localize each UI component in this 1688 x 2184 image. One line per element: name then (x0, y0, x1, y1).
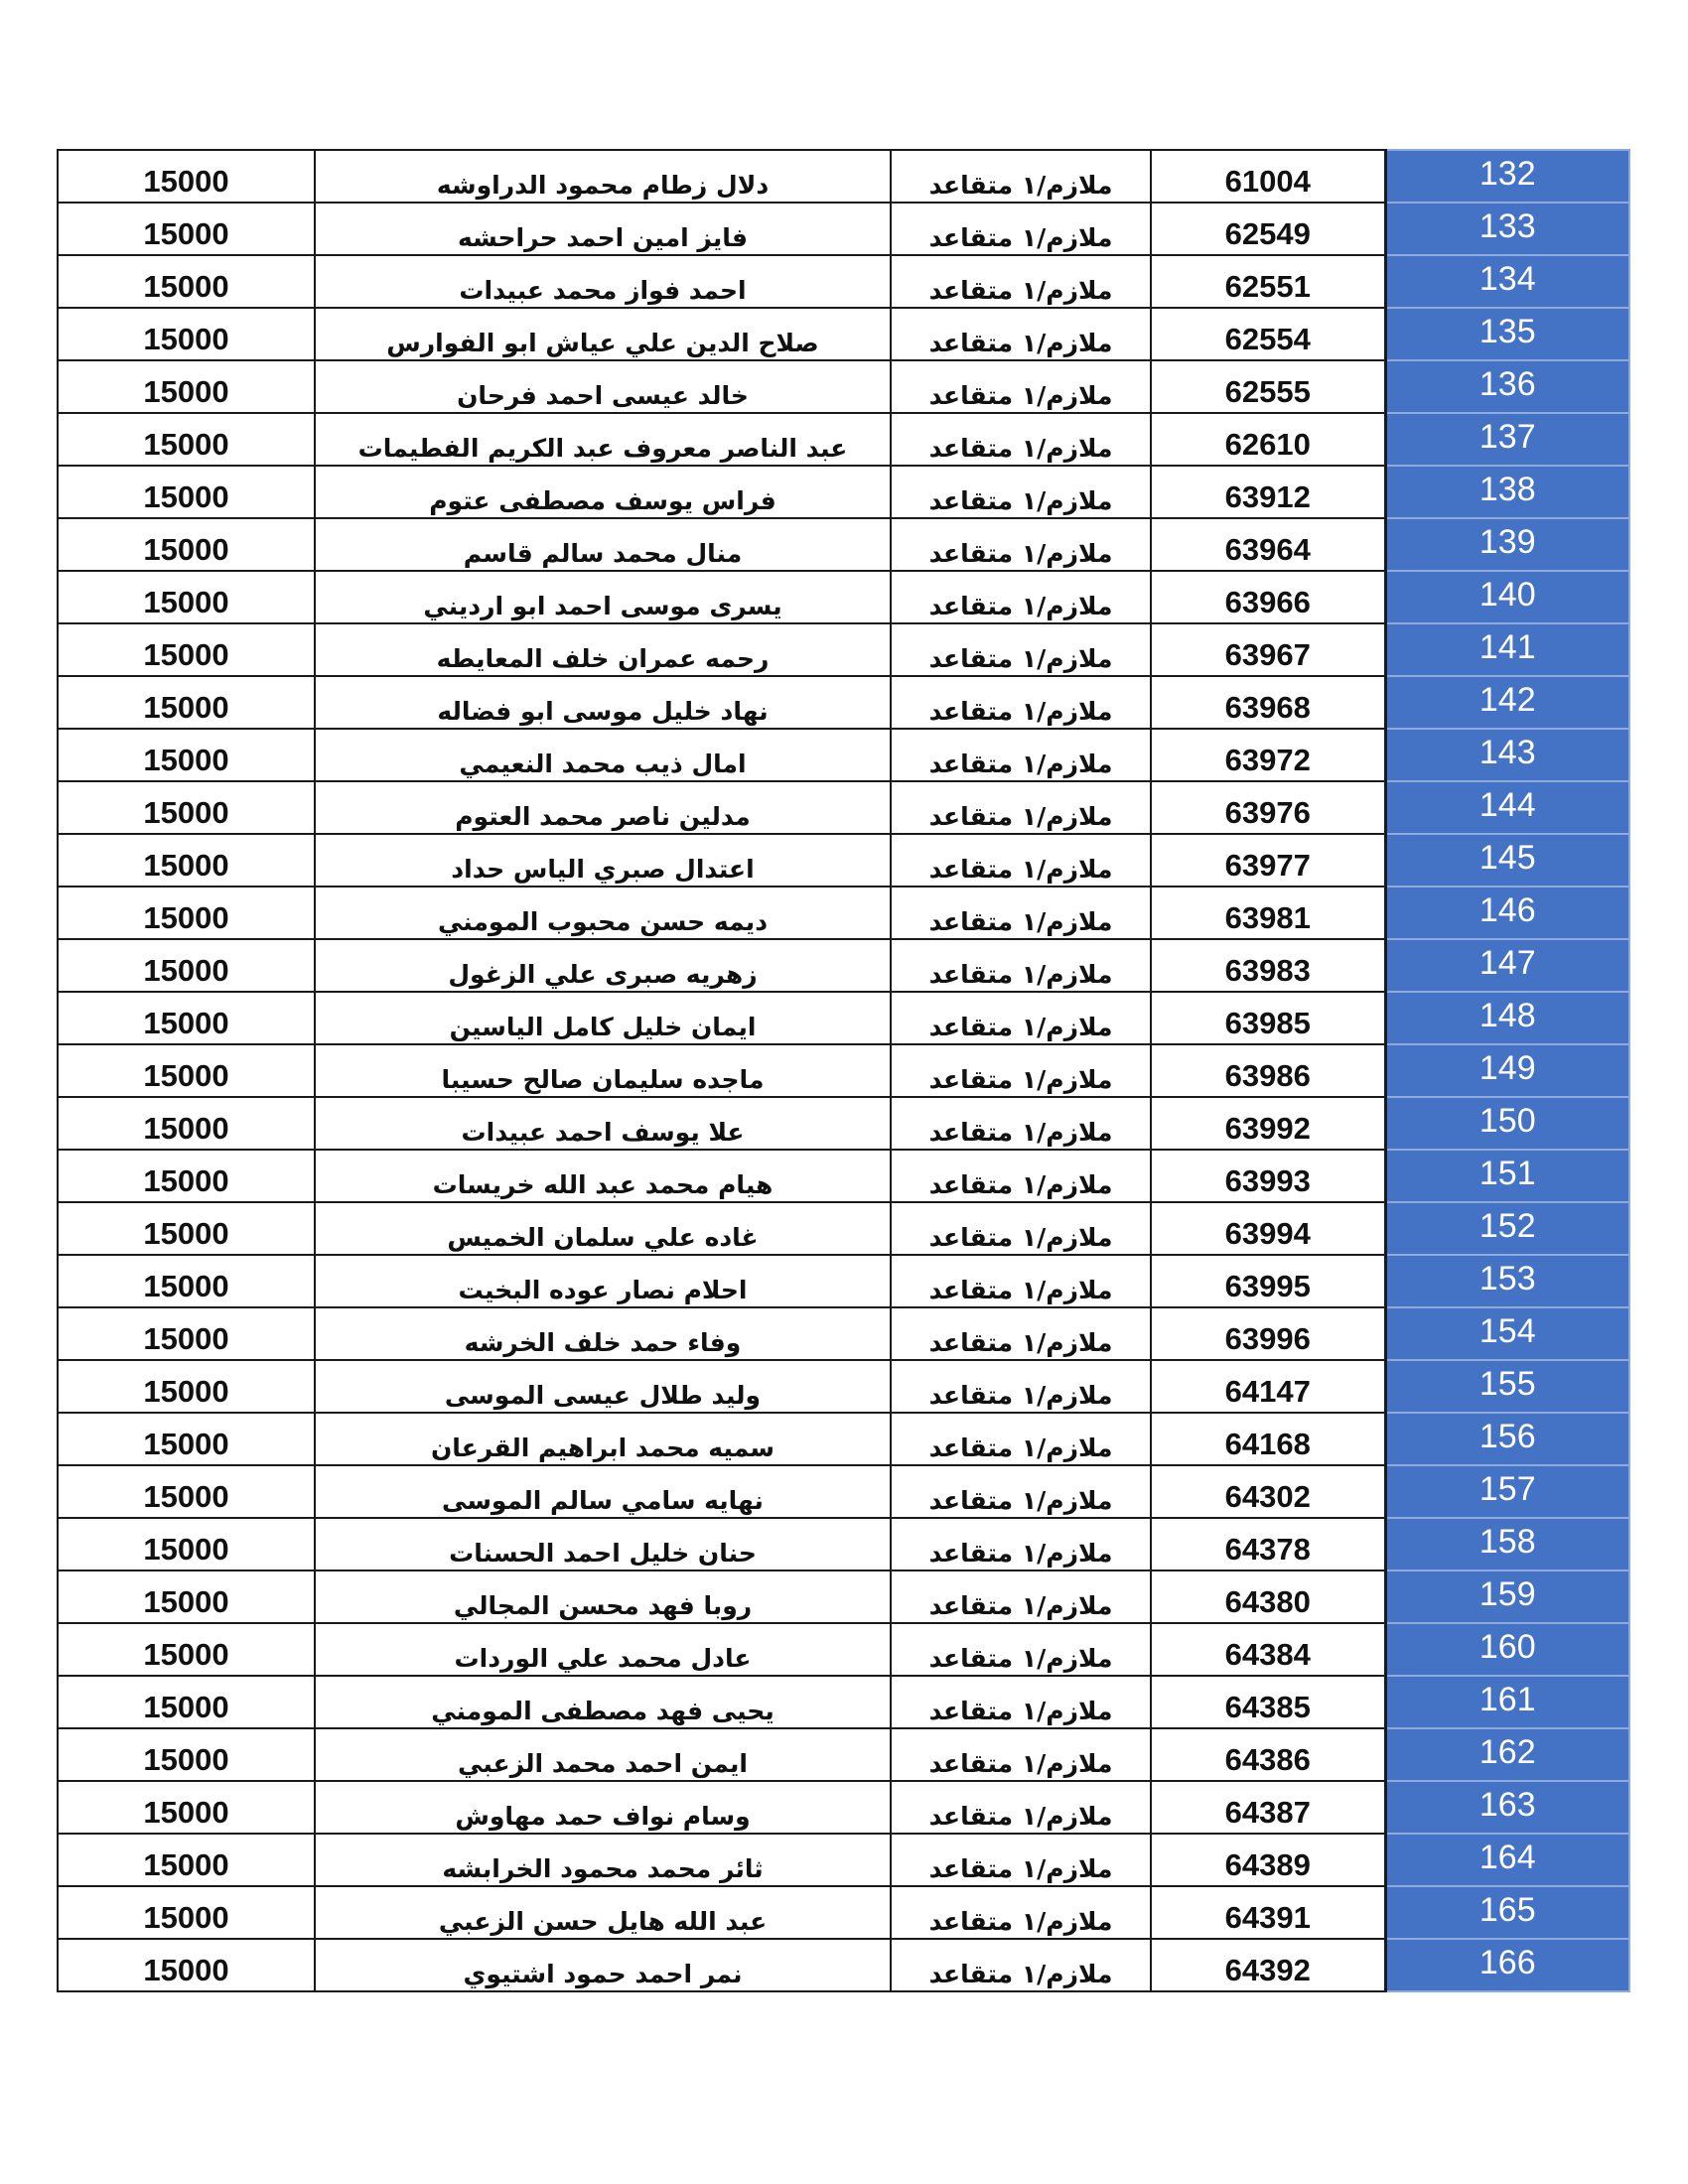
amount-cell: 15000 (58, 781, 315, 834)
rank-cell: ملازم/١ متقاعد (891, 939, 1151, 992)
rank-cell: ملازم/١ متقاعد (891, 518, 1151, 571)
table-row (58, 1886, 1629, 1939)
table-row (58, 1834, 1629, 1886)
id-number-cell: 63976 (1151, 781, 1385, 834)
id-number-cell: 63996 (1151, 1307, 1385, 1360)
sequence-number-cell: 148 (1385, 992, 1629, 1044)
id-number-cell: 61004 (1151, 150, 1385, 203)
table-row (58, 1413, 1629, 1465)
name-cell: امال ذيب محمد النعيمي (315, 729, 891, 781)
sequence-number-cell: 165 (1385, 1886, 1629, 1939)
name-cell: رحمه عمران خلف المعايطه (315, 623, 891, 676)
rank-cell: ملازم/١ متقاعد (891, 150, 1151, 203)
name-cell: زهريه صبرى علي الزغول (315, 939, 891, 992)
sequence-number-cell: 135 (1385, 308, 1629, 360)
amount-cell: 15000 (58, 1886, 315, 1939)
name-cell: يسرى موسى احمد ابو ارديني (315, 571, 891, 623)
sequence-number-cell: 146 (1385, 887, 1629, 939)
name-cell: وسام نواف حمد مهاوش (315, 1781, 891, 1834)
sequence-number-cell: 158 (1385, 1518, 1629, 1570)
sequence-number-cell: 155 (1385, 1360, 1629, 1413)
id-number-cell: 63967 (1151, 623, 1385, 676)
name-cell: وفاء حمد خلف الخرشه (315, 1307, 891, 1360)
table-row (58, 1676, 1629, 1728)
amount-cell: 15000 (58, 834, 315, 887)
id-number-cell: 64384 (1151, 1623, 1385, 1676)
amount-cell: 15000 (58, 623, 315, 676)
amount-cell: 15000 (58, 1413, 315, 1465)
amount-cell: 15000 (58, 255, 315, 308)
sequence-number-cell: 145 (1385, 834, 1629, 887)
rank-cell: ملازم/١ متقاعد (891, 308, 1151, 360)
table-row (58, 939, 1629, 992)
amount-cell: 15000 (58, 1202, 315, 1255)
rank-cell: ملازم/١ متقاعد (891, 1570, 1151, 1623)
table-row (58, 781, 1629, 834)
id-number-cell: 63977 (1151, 834, 1385, 887)
amount-cell: 15000 (58, 1676, 315, 1728)
id-number-cell: 62555 (1151, 360, 1385, 413)
table-row (58, 518, 1629, 571)
table-row (58, 1202, 1629, 1255)
table-row (58, 887, 1629, 939)
amount-cell: 15000 (58, 571, 315, 623)
name-cell: روبا فهد محسن المجالي (315, 1570, 891, 1623)
id-number-cell: 63912 (1151, 466, 1385, 518)
amount-cell: 15000 (58, 203, 315, 255)
rank-cell: ملازم/١ متقاعد (891, 1518, 1151, 1570)
name-cell: وليد طلال عيسى الموسى (315, 1360, 891, 1413)
amount-cell: 15000 (58, 1150, 315, 1202)
name-cell: عبد الناصر معروف عبد الكريم الفطيمات (315, 413, 891, 466)
sequence-number-cell: 166 (1385, 1939, 1629, 1991)
id-number-cell: 64168 (1151, 1413, 1385, 1465)
id-number-cell: 63995 (1151, 1255, 1385, 1307)
rank-cell: ملازم/١ متقاعد (891, 834, 1151, 887)
name-cell: نمر احمد حمود اشتيوي (315, 1939, 891, 1991)
table-row (58, 1044, 1629, 1097)
table-row (58, 466, 1629, 518)
table-row (58, 623, 1629, 676)
sequence-number-cell: 137 (1385, 413, 1629, 466)
table-row (58, 1465, 1629, 1518)
amount-cell: 15000 (58, 1570, 315, 1623)
rank-cell: ملازم/١ متقاعد (891, 1834, 1151, 1886)
rank-cell: ملازم/١ متقاعد (891, 1939, 1151, 1991)
name-cell: سميه محمد ابراهيم القرعان (315, 1413, 891, 1465)
rank-cell: ملازم/١ متقاعد (891, 623, 1151, 676)
sequence-number-cell: 152 (1385, 1202, 1629, 1255)
amount-cell: 15000 (58, 1465, 315, 1518)
sequence-number-cell: 138 (1385, 466, 1629, 518)
table-row (58, 571, 1629, 623)
name-cell: احلام نصار عوده البخيت (315, 1255, 891, 1307)
rank-cell: ملازم/١ متقاعد (891, 1044, 1151, 1097)
name-cell: ايمن احمد محمد الزعبي (315, 1728, 891, 1781)
name-cell: صلاح الدين علي عياش ابو الفوارس (315, 308, 891, 360)
rank-cell: ملازم/١ متقاعد (891, 729, 1151, 781)
table-row (58, 360, 1629, 413)
id-number-cell: 63993 (1151, 1150, 1385, 1202)
name-cell: يحيى فهد مصطفى المومني (315, 1676, 891, 1728)
name-cell: منال محمد سالم قاسم (315, 518, 891, 571)
id-number-cell: 63981 (1151, 887, 1385, 939)
sequence-number-cell: 142 (1385, 676, 1629, 729)
roster-table-body (58, 150, 1629, 1991)
rank-cell: ملازم/١ متقاعد (891, 255, 1151, 308)
roster-table (57, 149, 1630, 1992)
rank-cell: ملازم/١ متقاعد (891, 1413, 1151, 1465)
name-cell: احمد فواز محمد عبيدات (315, 255, 891, 308)
sequence-number-cell: 140 (1385, 571, 1629, 623)
name-cell: غاده علي سلمان الخميس (315, 1202, 891, 1255)
table-row (58, 1097, 1629, 1150)
table-row (58, 1781, 1629, 1834)
amount-cell: 15000 (58, 1097, 315, 1150)
rank-cell: ملازم/١ متقاعد (891, 1465, 1151, 1518)
table-row (58, 1255, 1629, 1307)
name-cell: نهاد خليل موسى ابو فضاله (315, 676, 891, 729)
sequence-number-cell: 134 (1385, 255, 1629, 308)
amount-cell: 15000 (58, 413, 315, 466)
id-number-cell: 64392 (1151, 1939, 1385, 1991)
sequence-number-cell: 161 (1385, 1676, 1629, 1728)
id-number-cell: 62610 (1151, 413, 1385, 466)
rank-cell: ملازم/١ متقاعد (891, 360, 1151, 413)
name-cell: عادل محمد علي الوردات (315, 1623, 891, 1676)
name-cell: اعتدال صبري الياس حداد (315, 834, 891, 887)
rank-cell: ملازم/١ متقاعد (891, 1307, 1151, 1360)
rank-cell: ملازم/١ متقاعد (891, 1202, 1151, 1255)
amount-cell: 15000 (58, 1255, 315, 1307)
amount-cell: 15000 (58, 887, 315, 939)
table-row (58, 203, 1629, 255)
id-number-cell: 64380 (1151, 1570, 1385, 1623)
amount-cell: 15000 (58, 729, 315, 781)
amount-cell: 15000 (58, 308, 315, 360)
table-row (58, 992, 1629, 1044)
table-row (58, 1518, 1629, 1570)
rank-cell: ملازم/١ متقاعد (891, 1150, 1151, 1202)
amount-cell: 15000 (58, 1044, 315, 1097)
id-number-cell: 62551 (1151, 255, 1385, 308)
name-cell: علا يوسف احمد عبيدات (315, 1097, 891, 1150)
sequence-number-cell: 153 (1385, 1255, 1629, 1307)
amount-cell: 15000 (58, 1623, 315, 1676)
id-number-cell: 64389 (1151, 1834, 1385, 1886)
id-number-cell: 63964 (1151, 518, 1385, 571)
sequence-number-cell: 150 (1385, 1097, 1629, 1150)
rank-cell: ملازم/١ متقاعد (891, 1886, 1151, 1939)
rank-cell: ملازم/١ متقاعد (891, 1623, 1151, 1676)
table-row (58, 255, 1629, 308)
id-number-cell: 64385 (1151, 1676, 1385, 1728)
id-number-cell: 63986 (1151, 1044, 1385, 1097)
table-row (58, 729, 1629, 781)
name-cell: نهايه سامي سالم الموسى (315, 1465, 891, 1518)
name-cell: هيام محمد عبد الله خريسات (315, 1150, 891, 1202)
amount-cell: 15000 (58, 1939, 315, 1991)
table-row (58, 413, 1629, 466)
rank-cell: ملازم/١ متقاعد (891, 1676, 1151, 1728)
table-row (58, 676, 1629, 729)
id-number-cell: 63966 (1151, 571, 1385, 623)
amount-cell: 15000 (58, 1307, 315, 1360)
name-cell: ايمان خليل كامل الياسين (315, 992, 891, 1044)
id-number-cell: 64147 (1151, 1360, 1385, 1413)
sequence-number-cell: 164 (1385, 1834, 1629, 1886)
rank-cell: ملازم/١ متقاعد (891, 992, 1151, 1044)
id-number-cell: 64387 (1151, 1781, 1385, 1834)
sequence-number-cell: 143 (1385, 729, 1629, 781)
table-row (58, 834, 1629, 887)
amount-cell: 15000 (58, 939, 315, 992)
sequence-number-cell: 154 (1385, 1307, 1629, 1360)
table-row (58, 1939, 1629, 1991)
rank-cell: ملازم/١ متقاعد (891, 571, 1151, 623)
sequence-number-cell: 159 (1385, 1570, 1629, 1623)
id-number-cell: 62549 (1151, 203, 1385, 255)
rank-cell: ملازم/١ متقاعد (891, 1097, 1151, 1150)
amount-cell: 15000 (58, 676, 315, 729)
sequence-number-cell: 163 (1385, 1781, 1629, 1834)
name-cell: عبد الله هايل حسن الزعبي (315, 1886, 891, 1939)
name-cell: ثائر محمد محمود الخرابشه (315, 1834, 891, 1886)
amount-cell: 15000 (58, 360, 315, 413)
id-number-cell: 64378 (1151, 1518, 1385, 1570)
id-number-cell: 64391 (1151, 1886, 1385, 1939)
table-row (58, 1728, 1629, 1781)
id-number-cell: 64386 (1151, 1728, 1385, 1781)
sequence-number-cell: 133 (1385, 203, 1629, 255)
amount-cell: 15000 (58, 1360, 315, 1413)
rank-cell: ملازم/١ متقاعد (891, 1255, 1151, 1307)
sequence-number-cell: 162 (1385, 1728, 1629, 1781)
id-number-cell: 63992 (1151, 1097, 1385, 1150)
sequence-number-cell: 136 (1385, 360, 1629, 413)
sequence-number-cell: 149 (1385, 1044, 1629, 1097)
sequence-number-cell: 144 (1385, 781, 1629, 834)
table-row (58, 1150, 1629, 1202)
table-row (58, 1360, 1629, 1413)
name-cell: دلال زطام محمود الدراوشه (315, 150, 891, 203)
id-number-cell: 63985 (1151, 992, 1385, 1044)
roster-table-container (57, 149, 1628, 1992)
id-number-cell: 63983 (1151, 939, 1385, 992)
amount-cell: 15000 (58, 992, 315, 1044)
name-cell: ماجده سليمان صالح حسيبا (315, 1044, 891, 1097)
amount-cell: 15000 (58, 466, 315, 518)
table-row (58, 150, 1629, 203)
name-cell: فراس يوسف مصطفى عتوم (315, 466, 891, 518)
table-row (58, 1623, 1629, 1676)
table-row (58, 1307, 1629, 1360)
amount-cell: 15000 (58, 518, 315, 571)
sequence-number-cell: 132 (1385, 150, 1629, 203)
rank-cell: ملازم/١ متقاعد (891, 781, 1151, 834)
amount-cell: 15000 (58, 1518, 315, 1570)
id-number-cell: 64302 (1151, 1465, 1385, 1518)
sequence-number-cell: 147 (1385, 939, 1629, 992)
amount-cell: 15000 (58, 1781, 315, 1834)
sequence-number-cell: 151 (1385, 1150, 1629, 1202)
rank-cell: ملازم/١ متقاعد (891, 1781, 1151, 1834)
sequence-number-cell: 156 (1385, 1413, 1629, 1465)
rank-cell: ملازم/١ متقاعد (891, 466, 1151, 518)
rank-cell: ملازم/١ متقاعد (891, 1728, 1151, 1781)
table-row (58, 1570, 1629, 1623)
name-cell: حنان خليل احمد الحسنات (315, 1518, 891, 1570)
name-cell: مدلين ناصر محمد العتوم (315, 781, 891, 834)
sequence-number-cell: 157 (1385, 1465, 1629, 1518)
sequence-number-cell: 139 (1385, 518, 1629, 571)
amount-cell: 15000 (58, 150, 315, 203)
rank-cell: ملازم/١ متقاعد (891, 203, 1151, 255)
sequence-number-cell: 160 (1385, 1623, 1629, 1676)
rank-cell: ملازم/١ متقاعد (891, 1360, 1151, 1413)
amount-cell: 15000 (58, 1728, 315, 1781)
id-number-cell: 63972 (1151, 729, 1385, 781)
table-row (58, 308, 1629, 360)
id-number-cell: 63994 (1151, 1202, 1385, 1255)
rank-cell: ملازم/١ متقاعد (891, 676, 1151, 729)
name-cell: فايز امين احمد حراحشه (315, 203, 891, 255)
rank-cell: ملازم/١ متقاعد (891, 413, 1151, 466)
rank-cell: ملازم/١ متقاعد (891, 887, 1151, 939)
name-cell: خالد عيسى احمد فرحان (315, 360, 891, 413)
sequence-number-cell: 141 (1385, 623, 1629, 676)
id-number-cell: 63968 (1151, 676, 1385, 729)
name-cell: ديمه حسن محبوب المومني (315, 887, 891, 939)
id-number-cell: 62554 (1151, 308, 1385, 360)
amount-cell: 15000 (58, 1834, 315, 1886)
